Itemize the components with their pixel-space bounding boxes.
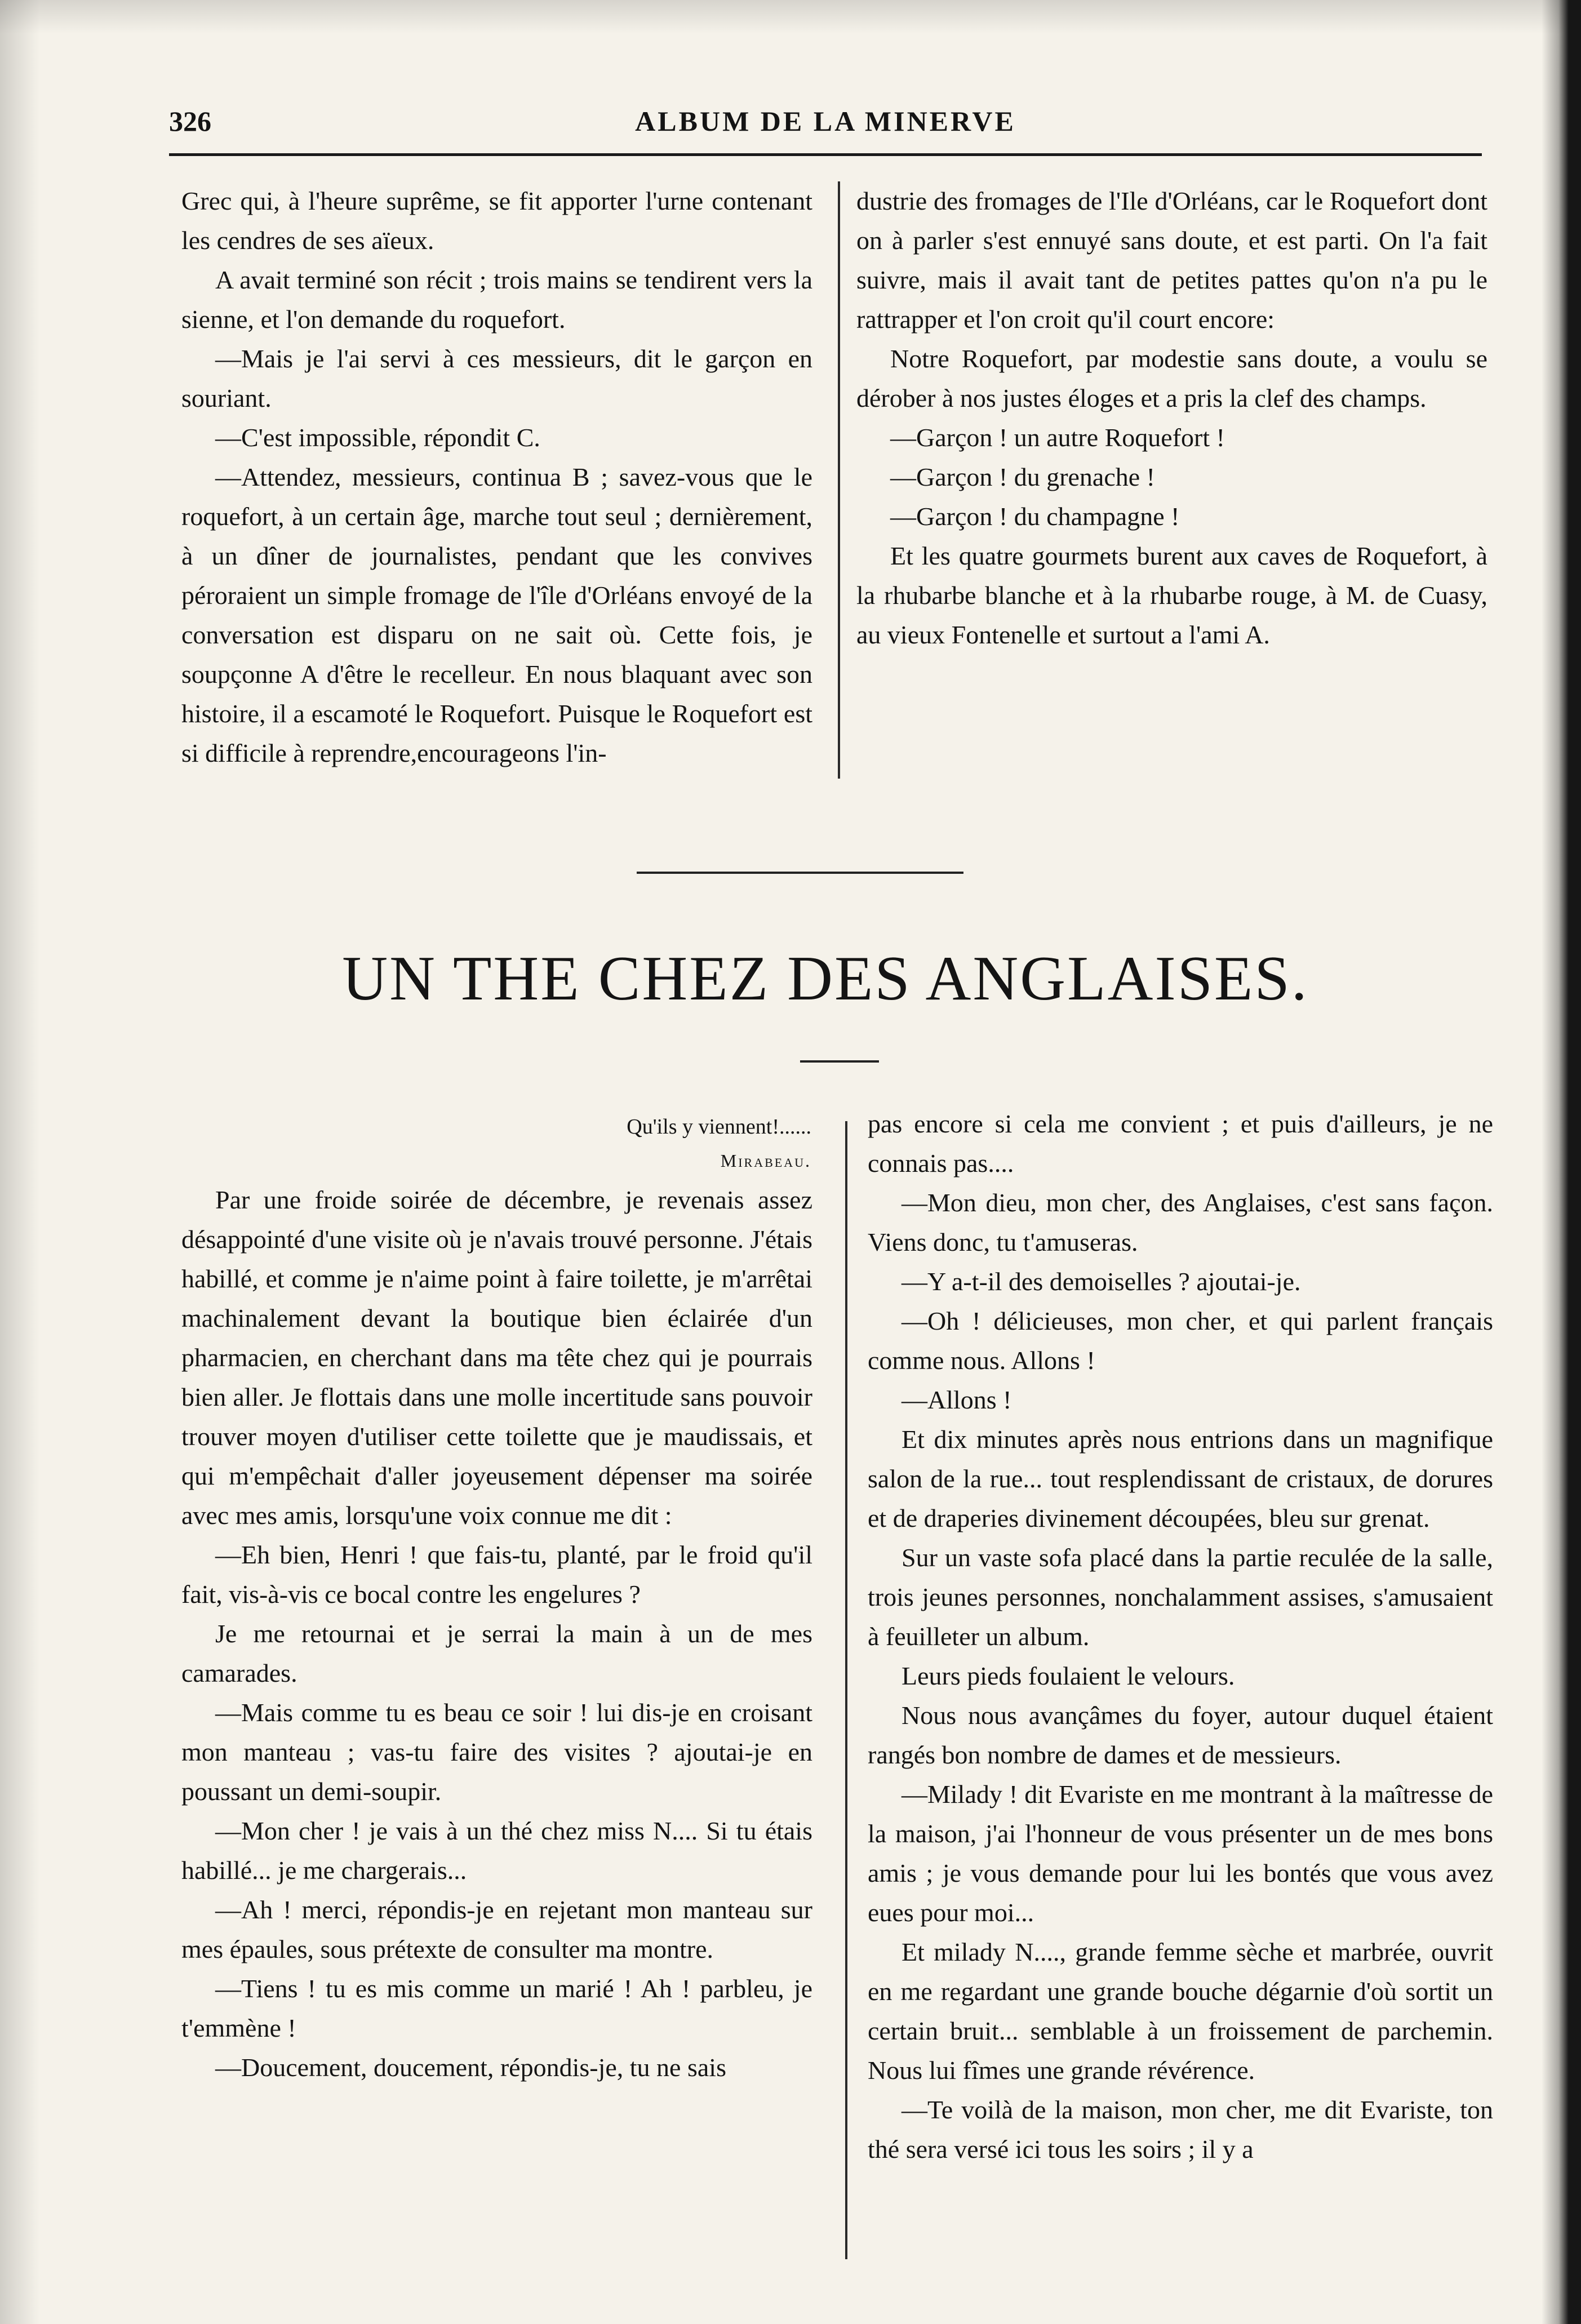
paragraph: —Te voilà de la maison, mon cher, me dit Evariste, ton thé sera versé ici tous les soirs ; il y a: [868, 2095, 1493, 2163]
section-separator: [637, 872, 963, 874]
scan-binding-edge: [1542, 0, 1581, 2324]
paragraph: dustrie des fromages de l'Ile d'Orléans, car le Roquefort dont on à parler s'est ennuyé sans doute, et est parti. On l'a fait suivre, mais il avait tant de petites pattes qu'on n'a pu le rattrapper et l'on croit qu'il court encore:: [856, 186, 1487, 334]
paragraph: —Oh ! délicieuses, mon cher, et qui parlent français comme nous. Allons !: [868, 1307, 1493, 1375]
paragraph: pas encore si cela me convient ; et puis d'ailleurs, je ne connais pas....: [868, 1109, 1493, 1177]
article-title: UN THE CHEZ DES ANGLAISES.: [342, 944, 1309, 1014]
paragraph: Je me retournai et je serrai la main à un de mes camarades.: [181, 1619, 812, 1687]
column-top-left: [181, 181, 812, 818]
paragraph: Grec qui, à l'heure suprême, se fit apporter l'urne contenant les cendres de ses aïeux.: [181, 186, 812, 255]
scan-shadow-left: [0, 0, 39, 2324]
paragraph: Nous nous avançâmes du foyer, autour duquel étaient rangés bon nombre de dames et de messieurs.: [868, 1701, 1493, 1769]
epigraph-attribution: Mirabeau.: [720, 1150, 811, 1171]
column-divider-top: [838, 181, 840, 779]
paragraph: —Doucement, doucement, répondis-je, tu ne sais: [215, 2053, 726, 2082]
paragraph: —Eh bien, Henri ! que fais-tu, planté, par le froid qu'il fait, vis-à-vis ce bocal contre les engelures ?: [181, 1540, 812, 1608]
paragraph: Notre Roquefort, par modestie sans doute, a voulu se dérober à nos justes éloges et a pris la clef des champs.: [856, 344, 1487, 412]
page-number: 326: [169, 105, 211, 137]
paragraph: —Garçon ! du grenache !: [890, 463, 1155, 491]
column-bottom-right: [868, 1104, 1493, 2287]
paragraph: —C'est impossible, répondit C.: [215, 423, 540, 452]
title-underline-rule: [800, 1060, 879, 1063]
paragraph: —Allons !: [901, 1385, 1012, 1414]
column-top-right: [856, 181, 1487, 818]
paragraph: —Mais je l'ai servi à ces messieurs, dit le garçon en souriant.: [181, 344, 812, 412]
paragraph: Et milady N...., grande femme sèche et marbrée, ouvrit en me regardant une grande bouche dégarnie d'où sortit un certain bruit... semblable à un froissement de parchemin. Nous lui fîmes une grande révérence.: [868, 1938, 1493, 2085]
column-divider-bottom: [845, 1121, 847, 2259]
paragraph: —Attendez, messieurs, continua B ; savez-vous que le roquefort, à un certain âge, marche tout seul ; dernièrement, à un dîner de journalistes, pendant que les convives péroraient un simple fromage de l'île d'Orléans envoyé de la conversation est disparu on ne sait où. Cette fois, je soupçonne A d'être le recelleur. En nous blaquant avec son histoire, il a escamoté le Roquefort. Puisque le Roquefort est si difficile à reprendre,encourageons l'in-: [181, 463, 812, 767]
column-bottom-left: [181, 1180, 812, 2285]
paragraph: A avait terminé son récit ; trois mains se tendirent vers la sienne, et l'on demande du roquefort.: [181, 265, 812, 334]
paragraph: —Mais comme tu es beau ce soir ! lui dis-je en croisant mon manteau ; vas-tu faire des visites ? ajoutai-je en poussant un demi-soupir.: [181, 1698, 812, 1806]
paragraph: —Tiens ! tu es mis comme un marié ! Ah ! parbleu, je t'emmène !: [181, 1974, 812, 2042]
paragraph: —Garçon ! un autre Roquefort !: [890, 423, 1225, 452]
header-rule: [169, 153, 1482, 156]
running-title: ALBUM DE LA MINERVE: [635, 105, 1016, 137]
paragraph: —Mon cher ! je vais à un thé chez miss N.... Si tu étais habillé... je me chargerais...: [181, 1816, 812, 1885]
scan-shadow-top: [0, 0, 1581, 34]
paragraph: Et dix minutes après nous entrions dans un magnifique salon de la rue... tout resplendissant de cristaux, de dorures et de draperies divinement découpées, bleu sur grenat.: [868, 1425, 1493, 1532]
paragraph: —Ah ! merci, répondis-je en rejetant mon manteau sur mes épaules, sous prétexte de consulter ma montre.: [181, 1895, 812, 1963]
paragraph: —Milady ! dit Evariste en me montrant à la maîtresse de la maison, j'ai l'honneur de vous présenter un de mes bons amis ; je vous demande pour lui les bontés que vous avez eues pour moi...: [868, 1780, 1493, 1927]
paragraph: Leurs pieds foulaient le velours.: [901, 1661, 1235, 1690]
paragraph: Par une froide soirée de décembre, je revenais assez désappointé d'une visite où je n'avais trouvé personne. J'étais habillé, et comme je n'aime point à faire toilette, je m'arrêtai machinalement devant la boutique bien éclairée d'un pharmacien, en cherchant dans ma tête chez qui je pourrais bien aller. Je flottais dans une molle incertitude sans pouvoir trouver moyen d'utiliser cette toilette que je maudissais, et qui m'empêchait d'aller joyeusement dépenser ma soirée avec mes amis, lorsqu'une voix connue me dit :: [181, 1185, 812, 1530]
paragraph: —Mon dieu, mon cher, des Anglaises, c'est sans façon. Viens donc, tu t'amuseras.: [868, 1188, 1493, 1256]
paragraph: —Y a-t-il des demoiselles ? ajoutai-je.: [901, 1267, 1301, 1296]
epigraph-quote: Qu'ils y viennent!......: [627, 1115, 811, 1139]
epigraph: [394, 1110, 811, 1177]
paragraph: Et les quatre gourmets burent aux caves de Roquefort, à la rhubarbe blanche et à la rhubarbe rouge, à M. de Cuasy, au vieux Fontenelle et surtout a l'ami A.: [856, 541, 1487, 649]
paragraph: —Garçon ! du champagne !: [890, 502, 1180, 531]
running-header: [169, 105, 1482, 155]
paragraph: Sur un vaste sofa placé dans la partie reculée de la salle, trois jeunes personnes, nonchalamment assises, s'amusaient à feuilleter un album.: [868, 1543, 1493, 1651]
